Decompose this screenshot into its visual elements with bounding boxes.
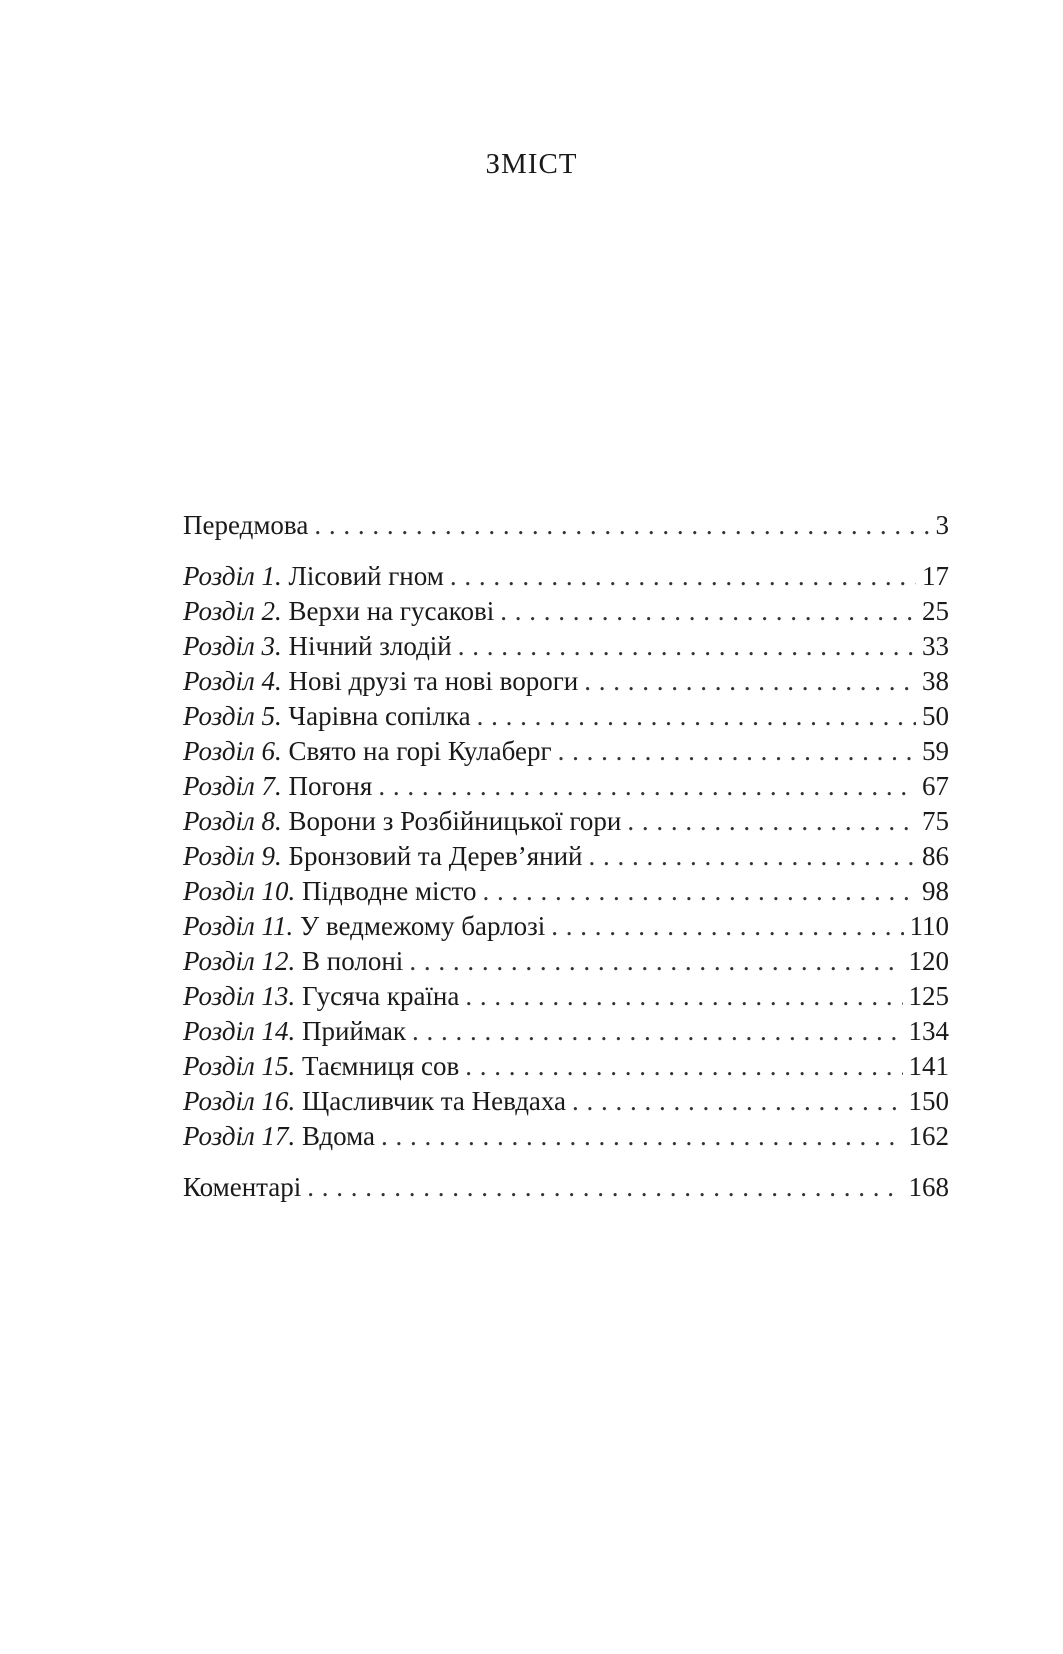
- entry-title: В полоні: [302, 946, 404, 976]
- page-number: 25: [922, 596, 949, 626]
- entry-title: Лісовий гном: [288, 561, 444, 591]
- entry-prefix: Розділ 1.: [183, 561, 282, 591]
- entry-label: [183, 1084, 566, 1119]
- entry-prefix: Розділ 2.: [183, 596, 282, 626]
- dot-leader: [477, 699, 916, 734]
- entry-title: Погоня: [288, 771, 373, 801]
- entry-title: Підводне місто: [302, 876, 477, 906]
- toc-entry-chapter-8[interactable]: [183, 804, 949, 839]
- page-number: 86: [922, 841, 949, 871]
- entry-label: [183, 559, 444, 594]
- entry-label: [183, 1119, 375, 1154]
- entry-title: Таємниця сов: [302, 1051, 460, 1081]
- entry-title: Нічний злодій: [288, 631, 452, 661]
- dot-leader: [412, 1014, 903, 1049]
- entry-prefix: Розділ 6.: [183, 736, 282, 766]
- entry-title: Нові друзі та нові вороги: [288, 666, 579, 696]
- toc-entry-preface[interactable]: [183, 508, 949, 543]
- toc-entry-chapter-10[interactable]: [183, 874, 949, 909]
- entry-label: [183, 944, 403, 979]
- entry-prefix: Розділ 5.: [183, 701, 282, 731]
- dot-leader: [558, 734, 916, 769]
- entry-label: [183, 664, 578, 699]
- page-number: 50: [922, 701, 949, 731]
- toc-entry-chapter-9[interactable]: [183, 839, 949, 874]
- toc-entry-chapter-14[interactable]: [183, 1014, 949, 1049]
- page-number: 110: [909, 911, 949, 941]
- toc-entry-chapter-11[interactable]: [183, 909, 949, 944]
- entry-label: [183, 629, 452, 664]
- entry-label: [183, 979, 459, 1014]
- entry-label: [183, 839, 582, 874]
- dot-leader: [378, 769, 916, 804]
- entry-prefix: Розділ 4.: [183, 666, 282, 696]
- page-number: 162: [908, 1121, 949, 1151]
- toc-entry-chapter-4[interactable]: [183, 664, 949, 699]
- toc-entry-chapter-13[interactable]: [183, 979, 949, 1014]
- entry-label: [183, 874, 477, 909]
- page-number: 17: [922, 561, 949, 591]
- entry-label: [183, 699, 471, 734]
- dot-leader: [381, 1119, 903, 1154]
- entry-prefix: Розділ 14.: [183, 1016, 296, 1046]
- dot-leader: [627, 804, 916, 839]
- entry-prefix: Розділ 13.: [183, 981, 296, 1011]
- entry-title: Ворони з Розбійницької гори: [288, 806, 622, 836]
- dot-leader: [500, 594, 916, 629]
- page-number: 33: [922, 631, 949, 661]
- entry-title: Свято на горі Кулаберг: [288, 736, 552, 766]
- dot-leader: [307, 1170, 902, 1205]
- entry-title: Вдома: [302, 1121, 375, 1151]
- toc-entry-chapter-5[interactable]: [183, 699, 949, 734]
- entry-label: [183, 1170, 301, 1205]
- page-number: 38: [922, 666, 949, 696]
- dot-leader: [584, 664, 916, 699]
- toc-entry-chapter-6[interactable]: [183, 734, 949, 769]
- toc-entry-chapter-7[interactable]: [183, 769, 949, 804]
- entry-prefix: Розділ 11.: [183, 911, 294, 941]
- toc-entry-chapter-2[interactable]: [183, 594, 949, 629]
- toc-entry-chapter-1[interactable]: [183, 559, 949, 594]
- page-number: 3: [935, 510, 949, 540]
- entry-prefix: Розділ 8.: [183, 806, 282, 836]
- page-number: 120: [908, 946, 949, 976]
- entry-title: Коментарі: [183, 1172, 302, 1202]
- table-of-contents: [183, 508, 949, 1205]
- dot-leader: [409, 944, 902, 979]
- entry-prefix: Розділ 15.: [183, 1051, 296, 1081]
- entry-title: Бронзовий та Дерев’яний: [288, 841, 583, 871]
- entry-prefix: Розділ 10.: [183, 876, 296, 906]
- dot-leader: [483, 874, 917, 909]
- entry-label: [183, 734, 552, 769]
- dot-leader: [588, 839, 916, 874]
- dot-leader: [314, 508, 929, 543]
- dot-leader: [465, 979, 902, 1014]
- entry-title: Передмова: [183, 510, 309, 540]
- dot-leader: [450, 559, 916, 594]
- toc-entry-chapter-12[interactable]: [183, 944, 949, 979]
- entry-title: Чарівна сопілка: [288, 701, 471, 731]
- page-number: 75: [922, 806, 949, 836]
- page-number: 98: [922, 876, 949, 906]
- entry-title: Щасливчик та Невдаха: [302, 1086, 567, 1116]
- entry-prefix: Розділ 12.: [183, 946, 296, 976]
- page-number: 134: [908, 1016, 949, 1046]
- dot-leader: [572, 1084, 902, 1119]
- entry-label: [183, 508, 308, 543]
- entry-title: Верхи на гусакові: [288, 596, 495, 626]
- page-number: 150: [908, 1086, 949, 1116]
- page-number: 67: [922, 771, 949, 801]
- entry-label: [183, 594, 494, 629]
- entry-prefix: Розділ 16.: [183, 1086, 296, 1116]
- toc-entry-chapter-16[interactable]: [183, 1084, 949, 1119]
- entry-label: [183, 909, 545, 944]
- dot-leader: [551, 909, 903, 944]
- page-number: 59: [922, 736, 949, 766]
- entry-label: [183, 769, 372, 804]
- toc-entry-chapter-15[interactable]: [183, 1049, 949, 1084]
- dot-leader: [458, 629, 916, 664]
- page-title: ЗМІСТ: [485, 148, 578, 180]
- entry-prefix: Розділ 9.: [183, 841, 282, 871]
- page-number: 125: [908, 981, 949, 1011]
- entry-label: [183, 804, 621, 839]
- toc-entry-comments[interactable]: [183, 1170, 949, 1205]
- toc-entry-chapter-3[interactable]: [183, 629, 949, 664]
- entry-title: Приймак: [302, 1016, 406, 1046]
- page-number: 141: [908, 1051, 949, 1081]
- entry-label: [183, 1049, 459, 1084]
- entry-prefix: Розділ 3.: [183, 631, 282, 661]
- toc-entry-chapter-17[interactable]: [183, 1119, 949, 1154]
- dot-leader: [465, 1049, 902, 1084]
- entry-label: [183, 1014, 406, 1049]
- entry-prefix: Розділ 17.: [183, 1121, 296, 1151]
- entry-title: Гусяча країна: [302, 981, 460, 1011]
- page-number: 168: [908, 1172, 949, 1202]
- entry-title: У ведмежому барлозі: [300, 911, 546, 941]
- entry-prefix: Розділ 7.: [183, 771, 282, 801]
